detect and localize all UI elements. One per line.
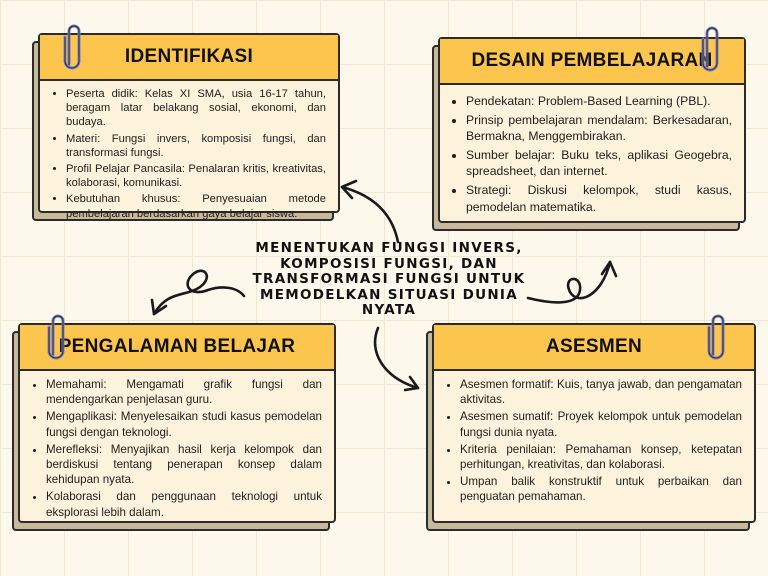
list-item: • Memahami: Mengamati grafik fungsi dan mendengarkan penjelasan guru. [46, 377, 322, 407]
list-item: • Asesmen sumatif: Proyek kelompok untuk pemodelan fungsi dunia nyata. [460, 409, 742, 439]
list-item: • Kriteria penilaian: Pemahaman konsep, ketepatan perhitungan, kreativitas, dan kolaborasi. [460, 442, 742, 472]
list-item: • Kolaborasi dan penggunaan teknologi untuk eksplorasi lebih dalam. [46, 489, 322, 519]
list-item: • Sumber belajar: Buku teks, aplikasi Geogebra, spreadsheet, dan internet. [466, 147, 732, 180]
list-item: • Umpan balik konstruktif untuk perbaikan dan penguatan pemahaman. [460, 474, 742, 504]
list-item: • Mengaplikasi: Menyelesaikan studi kasus pemodelan fungsi dengan teknologi. [46, 409, 322, 439]
list-item: • Profil Pelajar Pancasila: Penalaran kritis, kreativitas, kolaborasi, komunikasi. [66, 162, 326, 190]
card-title: ASESMEN [434, 325, 754, 371]
list-item: • Asesmen formatif: Kuis, tanya jawab, dan pengamatan aktivitas. [460, 377, 742, 407]
list-item: • Peserta didik: Kelas XI SMA, usia 16-17 tahun, beragam latar belakang sosial, ekonomi, dan budaya. [66, 87, 326, 130]
list-item: • Prinsip pembelajaran mendalam: Berkesadaran, Bermakna, Menggembirakan. [466, 112, 732, 145]
list-item: • Strategi: Diskusi kelompok, studi kasus, pemodelan matematika. [466, 182, 732, 215]
list-item: • Pendekatan: Problem-Based Learning (PBL). [466, 93, 732, 110]
card-title: PENGALAMAN BELAJAR [20, 325, 334, 371]
list-item: • Materi: Fungsi invers, komposisi fungsi, dan transformasi fungsi. [66, 132, 326, 160]
card-title: IDENTIFIKASI [40, 35, 338, 81]
arrow-to-desain [528, 262, 610, 302]
list-item: • Kebutuhan khusus: Penyesuaian metode pembelajaran berdasarkan gaya belajar siswa. [66, 192, 326, 220]
list-item: • Merefleksi: Menyajikan hasil kerja kelompok dan berdiskusi tentang penerapan konsep dalam kehidupan nyata. [46, 442, 322, 488]
center-title: MENENTUKAN FUNGSI INVERS, KOMPOSISI FUNGSI, DAN TRANSFORMASI FUNGSI UNTUK MEMODELKAN SITUASI DUNIA NYATA [252, 240, 526, 318]
card-title: DESAIN PEMBELAJARAN [440, 39, 744, 85]
arrow-to-pengalaman [154, 271, 244, 314]
